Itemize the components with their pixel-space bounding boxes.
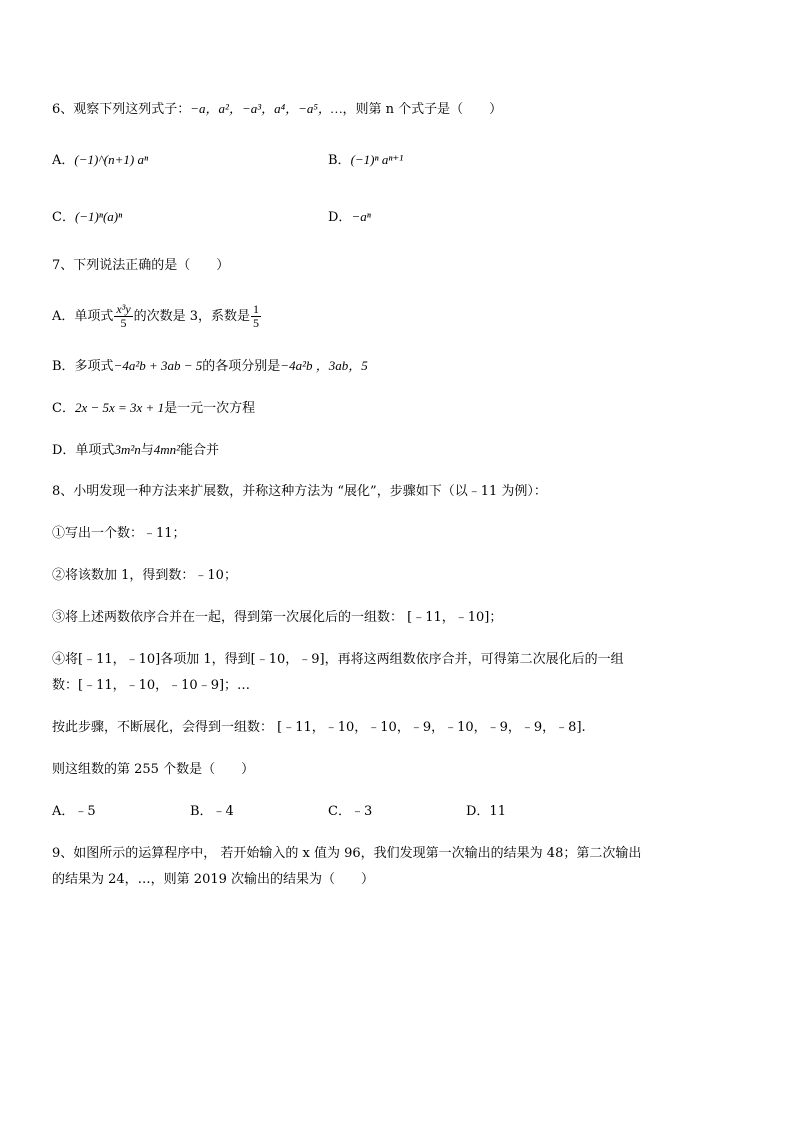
q7-option-d-prefix: D．单项式 [52,443,115,458]
q6-stem-tail: ，则第 n 个式子是（ ） [342,102,503,117]
q7-option-a-frac-numerator: x³y [116,302,131,316]
q7-option-b-terms: −4a²b ，3ab，5 [280,358,368,373]
q7-option-a-mid: 的次数是 3，系数是 [133,309,251,324]
q8-stem: 8、小明发现一种方法来扩展数，并称这种方法为 “展化”，步骤如下（以﹣11 为例）： [52,484,547,499]
q8-option-b[interactable]: B．﹣4 [190,804,234,819]
q6-option-d[interactable] [328,208,371,227]
q8-option-d[interactable]: D．11 [466,804,506,819]
q7-option-a-coef-numerator: 1 [253,302,260,316]
q7-option-c-tail: 是一元一次方程 [164,401,256,416]
q6-option-d-expr: −aⁿ [351,209,371,224]
q6-sequence: −a，a²，−a³，a⁴，−a⁵，… [190,101,343,116]
q7-option-b-expr: −4a²b + 3ab − 5 [113,358,203,373]
q7-option-a-coef-denominator: 5 [253,316,260,330]
q6-option-b[interactable] [328,151,403,170]
q8-step-1: ①写出一个数：﹣11； [52,526,186,541]
q7-option-d-mid: 与 [140,443,154,458]
q6-option-c-expr: (−1)ⁿ(a)ⁿ [74,209,123,224]
q6-option-b-label: B． [328,153,351,168]
q8-continuation: 按此步骤，不断展化，会得到一组数： [﹣11，﹣10，﹣10，﹣9，﹣10，﹣9，﹣9，﹣8]. [52,720,586,735]
q7-option-d-tail: 能合并 [180,443,220,458]
q6-stem [52,100,502,119]
q6-option-a-expr: (−1)^(n+1) aⁿ [74,152,149,167]
q7-option-b[interactable] [52,357,368,376]
q6-stem-text: 6、观察下列这列式子： [52,102,191,117]
q6-option-b-expr: (−1)ⁿ aⁿ⁺¹ [350,152,404,167]
q6-option-d-label: D． [328,210,352,225]
q8-step-4-line-2: 数：[﹣11，﹣10，﹣10﹣9]；… [52,678,251,693]
q8-option-a[interactable]: A．﹣5 [52,804,96,819]
q8-option-c[interactable]: C．﹣3 [328,804,373,819]
q7-option-a-prefix: A．单项式 [52,309,114,324]
q6-option-a-label: A． [52,153,75,168]
q9-line-1: 9、如图所示的运算程序中， 若开始输入的 x 值为 96，我们发现第一次输出的结果为 48；第二次输出 [52,846,642,861]
q7-option-c[interactable] [52,399,255,418]
q7-option-c-prefix: C． [52,401,75,416]
q7-option-a-coefficient [251,303,261,330]
q7-option-d[interactable] [52,441,219,460]
q9-line-2: 的结果为 24，…，则第 2019 次输出的结果为（ ） [52,872,375,887]
q7-option-a-frac-denominator: 5 [120,316,127,330]
q8-question: 则这组数的第 255 个数是（ ） [52,762,255,777]
q7-option-b-prefix: B．多项式 [52,359,114,374]
q8-step-2: ②将该数加 1，得到数：﹣10； [52,568,237,583]
q6-option-a[interactable] [52,151,148,170]
q7-option-a-fraction [114,303,132,330]
q7-stem: 7、下列说法正确的是（ ） [52,258,230,273]
q6-option-c-label: C． [52,210,75,225]
q7-option-d-expr2: 4mn² [153,442,181,457]
q8-step-4-line-1: ④将[﹣11，﹣10]各项加 1，得到[﹣10，﹣9]，再将这两组数依序合并，可得第二次展化后的一组 [52,652,624,667]
q8-step-3: ③将上述两数依序合并在一起，得到第一次展化后的一组数： [﹣11，﹣10]； [52,610,503,625]
q7-option-a[interactable] [52,303,262,330]
q6-option-c[interactable] [52,208,122,227]
q7-option-d-expr1: 3m²n [114,442,141,457]
q7-option-c-expr: 2x − 5x = 3x + 1 [74,400,165,415]
q7-option-b-mid: 的各项分别是 [202,359,281,374]
